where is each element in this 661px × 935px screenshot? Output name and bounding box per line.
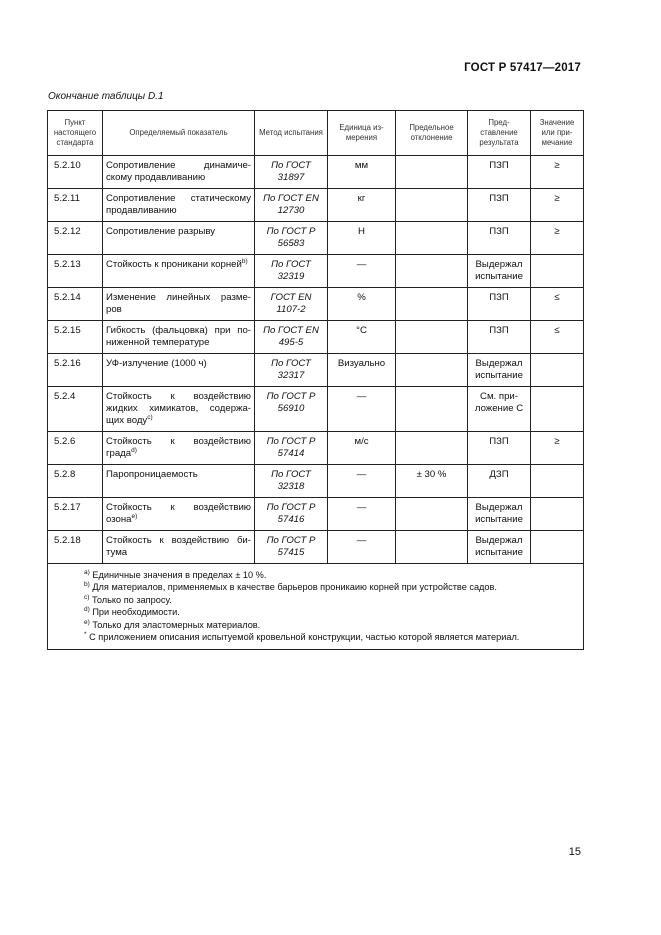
- cell-value-note: [531, 387, 584, 432]
- table-row: [48, 354, 584, 387]
- table-row: [48, 321, 584, 354]
- cell-item-number-text: 5.2.11: [54, 193, 80, 204]
- cell-unit-text: —: [356, 259, 367, 270]
- cell-deviation: [396, 387, 468, 432]
- table-row: [48, 156, 584, 189]
- cell-unit: [328, 354, 396, 387]
- cell-result-representation-text: ПЗП: [489, 160, 509, 171]
- cell-result-representation-text: Выдержал испытание: [475, 502, 523, 525]
- column-header: Значение или при- мечание: [531, 111, 584, 156]
- cell-unit: [328, 498, 396, 531]
- cell-indicator-text: Стойкость к воздействию жидких химикатов, содержа- щих воду: [106, 391, 251, 426]
- cell-test-method: [255, 288, 328, 321]
- cell-value-note-text: ≥: [554, 226, 560, 237]
- table-row: [48, 189, 584, 222]
- cell-item-number: [48, 288, 103, 321]
- cell-item-number: [48, 465, 103, 498]
- table-row: [48, 222, 584, 255]
- cell-item-number: [48, 354, 103, 387]
- column-header: Единица из- мерения: [328, 111, 396, 156]
- cell-test-method: [255, 432, 328, 465]
- cell-value-note: [531, 531, 584, 564]
- table-row: [48, 432, 584, 465]
- cell-deviation: [396, 465, 468, 498]
- footnote: [84, 619, 575, 631]
- column-header: Пункт настоящего стандарта: [48, 111, 103, 156]
- cell-result-representation: [468, 354, 531, 387]
- cell-deviation: [396, 321, 468, 354]
- document-code: ГОСТ Р 57417—2017: [464, 62, 581, 74]
- cell-item-number-text: 5.2.17: [54, 502, 81, 513]
- cell-result-representation: [468, 222, 531, 255]
- cell-item-number: [48, 432, 103, 465]
- cell-unit-text: —: [356, 502, 367, 513]
- footnote-text: С приложением описания испытуемой кровельной конструкции, частью которой является материал.: [86, 632, 520, 643]
- cell-deviation: [396, 255, 468, 288]
- cell-item-number-text: 5.2.13: [54, 259, 81, 270]
- cell-test-method-text: По ГОСТ Р 56910: [266, 391, 316, 414]
- cell-item-number: [48, 387, 103, 432]
- cell-unit-text: —: [356, 535, 367, 546]
- cell-deviation: [396, 189, 468, 222]
- footnote-text: Только по запросу.: [89, 594, 172, 605]
- cell-item-number: [48, 498, 103, 531]
- cell-value-note: [531, 156, 584, 189]
- footnote-text: Только для эластомерных материалов.: [89, 619, 261, 630]
- cell-item-number-text: 5.2.16: [54, 358, 81, 369]
- cell-test-method: [255, 156, 328, 189]
- cell-result-representation-text: Выдержал испытание: [475, 535, 523, 558]
- cell-unit: [328, 465, 396, 498]
- cell-test-method-text: По ГОСТ 32318: [271, 469, 311, 492]
- cell-test-method: [255, 189, 328, 222]
- footnote: [84, 569, 575, 581]
- table-body: [48, 156, 584, 564]
- cell-unit-text: Визуально: [337, 358, 386, 369]
- cell-unit: [328, 531, 396, 564]
- footnote-marker: b): [241, 258, 248, 265]
- cell-value-note: [531, 432, 584, 465]
- cell-item-number-text: 5.2.4: [54, 391, 76, 402]
- cell-indicator: [103, 321, 255, 354]
- cell-test-method-text: По ГОСТ Р 57414: [266, 436, 316, 459]
- cell-test-method-text: По ГОСТ Р 57415: [266, 535, 316, 558]
- specification-table: [47, 110, 584, 650]
- cell-indicator-text: Изменение линейных разме- ров: [106, 292, 251, 315]
- cell-result-representation: [468, 387, 531, 432]
- cell-indicator-text: Стойкость к воздействию града: [106, 436, 251, 459]
- cell-test-method-text: По ГОСТ 31897: [271, 160, 311, 183]
- cell-indicator: [103, 465, 255, 498]
- table-row: [48, 498, 584, 531]
- cell-indicator: [103, 255, 255, 288]
- cell-unit: [328, 321, 396, 354]
- cell-result-representation: [468, 189, 531, 222]
- cell-test-method: [255, 465, 328, 498]
- cell-deviation: [396, 531, 468, 564]
- cell-test-method-text: По ГОСТ Р 56583: [266, 226, 316, 249]
- cell-item-number-text: 5.2.10: [54, 160, 81, 171]
- column-header: Пред- ставление результата: [468, 111, 531, 156]
- footnote-marker: a): [84, 569, 90, 576]
- cell-value-note-text: ≤: [554, 325, 560, 336]
- cell-test-method: [255, 222, 328, 255]
- notes-row: [48, 564, 584, 650]
- cell-test-method: [255, 498, 328, 531]
- cell-item-number: [48, 321, 103, 354]
- cell-result-representation-text: Выдержал испытание: [475, 259, 523, 282]
- footnote-marker: c): [147, 414, 153, 421]
- table-row: [48, 255, 584, 288]
- cell-unit-text: °С: [356, 325, 367, 336]
- cell-unit: [328, 432, 396, 465]
- cell-value-note-text: ≥: [554, 436, 560, 447]
- cell-unit: [328, 222, 396, 255]
- cell-indicator-text: Паропроницаемость: [106, 469, 198, 480]
- footnote-marker: d): [84, 606, 90, 614]
- cell-unit-text: мм: [354, 160, 369, 171]
- cell-test-method-text: ГОСТ EN 1107-2: [270, 292, 312, 315]
- cell-test-method-text: По ГОСТ 32319: [271, 259, 311, 282]
- cell-item-number-text: 5.2.15: [54, 325, 81, 336]
- cell-indicator-text: Гибкость (фальцовка) при по- ниженной температуре: [106, 325, 251, 348]
- footnote-marker: c): [84, 593, 90, 601]
- cell-value-note: [531, 222, 584, 255]
- cell-indicator: [103, 156, 255, 189]
- cell-unit: [328, 156, 396, 189]
- table-row: [48, 288, 584, 321]
- cell-deviation: [396, 354, 468, 387]
- cell-indicator: [103, 288, 255, 321]
- cell-test-method: [255, 321, 328, 354]
- cell-item-number: [48, 531, 103, 564]
- cell-test-method: [255, 354, 328, 387]
- cell-value-note: [531, 288, 584, 321]
- footnote: [84, 581, 575, 593]
- cell-result-representation: [468, 531, 531, 564]
- footnote: [84, 606, 575, 618]
- cell-result-representation-text: ПЗП: [489, 292, 509, 303]
- cell-deviation: [396, 288, 468, 321]
- cell-value-note: [531, 255, 584, 288]
- table-row: [48, 531, 584, 564]
- cell-unit-text: кг: [357, 193, 366, 204]
- cell-unit: [328, 189, 396, 222]
- cell-unit-text: %: [357, 292, 366, 303]
- cell-item-number: [48, 222, 103, 255]
- cell-unit-text: —: [356, 469, 367, 480]
- cell-test-method: [255, 531, 328, 564]
- footnote-marker: *: [84, 631, 87, 639]
- cell-indicator-text: УФ-излучение (1000 ч): [106, 358, 207, 369]
- cell-indicator: [103, 432, 255, 465]
- footnote: [84, 594, 575, 606]
- footnote: [84, 631, 575, 643]
- table-header-row: [48, 111, 584, 156]
- table-caption: Окончание таблицы D.1: [48, 91, 164, 102]
- cell-test-method-text: По ГОСТ Р 57416: [266, 502, 316, 525]
- cell-value-note-text: ≤: [554, 292, 560, 303]
- table-notes: [48, 564, 584, 650]
- cell-indicator: [103, 189, 255, 222]
- cell-indicator-text: Сопротивление динамиче- скому продавливанию: [106, 160, 251, 183]
- cell-indicator: [103, 354, 255, 387]
- cell-value-note-text: ≥: [554, 193, 560, 204]
- cell-indicator-text: Сопротивление статическому продавливанию: [106, 193, 251, 216]
- cell-value-note: [531, 354, 584, 387]
- cell-test-method: [255, 255, 328, 288]
- cell-value-note: [531, 189, 584, 222]
- table-row: [48, 465, 584, 498]
- cell-result-representation-text: ПЗП: [489, 436, 509, 447]
- cell-indicator: [103, 498, 255, 531]
- cell-test-method: [255, 387, 328, 432]
- column-header: Предельное отклонение: [396, 111, 468, 156]
- footnote-marker: e): [131, 513, 138, 520]
- cell-item-number-text: 5.2.6: [54, 436, 76, 447]
- footnote-marker: d): [131, 447, 137, 454]
- cell-result-representation: [468, 156, 531, 189]
- cell-item-number-text: 5.2.18: [54, 535, 81, 546]
- column-header: Определяемый показатель: [103, 111, 255, 156]
- cell-result-representation: [468, 465, 531, 498]
- footnote-marker: b): [84, 581, 90, 589]
- cell-unit-text: м/с: [354, 436, 369, 447]
- cell-deviation: [396, 432, 468, 465]
- cell-indicator-text: Сопротивление разрыву: [106, 226, 216, 237]
- cell-value-note: [531, 465, 584, 498]
- cell-value-note: [531, 321, 584, 354]
- table-row: [48, 387, 584, 432]
- cell-value-note-text: ≥: [554, 160, 560, 171]
- cell-result-representation-text: ПЗП: [489, 193, 509, 204]
- cell-item-number: [48, 189, 103, 222]
- cell-indicator: [103, 222, 255, 255]
- cell-indicator-text: Стойкость к воздействию озона: [106, 502, 251, 525]
- footnote-text: Для материалов, применяемых в качестве барьеров проникаию корней при устройстве садов.: [89, 582, 497, 593]
- cell-value-note: [531, 498, 584, 531]
- cell-result-representation: [468, 288, 531, 321]
- cell-deviation: [396, 222, 468, 255]
- cell-test-method-text: По ГОСТ EN 12730: [263, 193, 319, 216]
- cell-deviation: [396, 156, 468, 189]
- page-number: 15: [568, 846, 581, 858]
- cell-result-representation-text: ПЗП: [489, 325, 509, 336]
- cell-item-number-text: 5.2.14: [54, 292, 81, 303]
- cell-test-method-text: По ГОСТ 32317: [271, 358, 311, 381]
- cell-unit: [328, 387, 396, 432]
- cell-result-representation: [468, 432, 531, 465]
- cell-result-representation: [468, 255, 531, 288]
- cell-result-representation-text: См. при- ложение С: [474, 391, 524, 414]
- cell-result-representation: [468, 321, 531, 354]
- cell-result-representation-text: Выдержал испытание: [475, 358, 523, 381]
- cell-deviation-text: ± 30 %: [416, 469, 447, 480]
- footnote-text: Единичные значения в пределах ± 10 %.: [89, 570, 267, 580]
- column-header: Метод испытания: [255, 111, 328, 156]
- cell-item-number: [48, 156, 103, 189]
- cell-item-number-text: 5.2.8: [54, 469, 76, 480]
- cell-indicator: [103, 387, 255, 432]
- cell-result-representation: [468, 498, 531, 531]
- cell-test-method-text: По ГОСТ EN 495-5: [263, 325, 319, 348]
- cell-unit-text: —: [356, 391, 367, 402]
- footnote-marker: e): [84, 618, 90, 626]
- cell-result-representation-text: ПЗП: [489, 226, 509, 237]
- footnote-text: При необходимости.: [89, 607, 180, 618]
- cell-indicator-text: Стойкость к воздействию би- тума: [106, 535, 251, 558]
- cell-item-number-text: 5.2.12: [54, 226, 81, 237]
- cell-unit: [328, 255, 396, 288]
- cell-indicator: [103, 531, 255, 564]
- cell-item-number: [48, 255, 103, 288]
- cell-indicator-text: Стойкость к проникани корней: [106, 259, 242, 270]
- cell-result-representation-text: ДЗП: [489, 469, 509, 480]
- cell-unit-text: Н: [358, 226, 365, 237]
- cell-deviation: [396, 498, 468, 531]
- cell-unit: [328, 288, 396, 321]
